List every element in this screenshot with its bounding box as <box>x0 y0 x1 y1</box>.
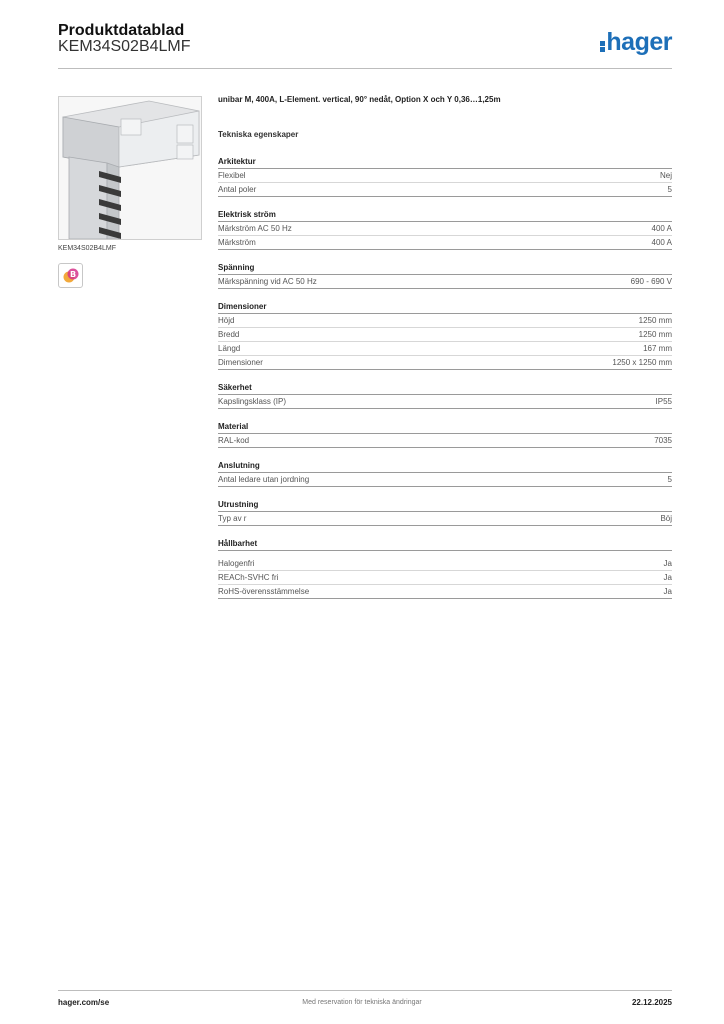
product-details <box>218 95 672 611</box>
spec-value: Ja <box>663 573 672 582</box>
image-caption: KEM34S02B4LMF <box>58 245 116 252</box>
section-title: Hållbarhet <box>218 538 672 551</box>
spec-section <box>218 156 672 197</box>
footer-divider <box>58 990 672 991</box>
spec-row <box>218 236 672 250</box>
spec-row <box>218 169 672 183</box>
spec-section <box>218 538 672 599</box>
spec-label: RoHS-överensstämmelse <box>218 587 310 596</box>
spec-row <box>218 314 672 328</box>
spec-label: Antal ledare utan jordning <box>218 475 310 484</box>
spec-section <box>218 382 672 409</box>
spec-label: Märkström <box>218 238 256 247</box>
spec-value: 5 <box>667 185 672 194</box>
spec-section <box>218 209 672 250</box>
product-image <box>58 96 202 240</box>
section-title: Material <box>218 421 672 434</box>
section-title: Säkerhet <box>218 382 672 395</box>
footer-date: 22.12.2025 <box>631 998 672 1007</box>
spec-label: Märkström AC 50 Hz <box>218 224 292 233</box>
spec-row <box>218 395 672 409</box>
spec-sections <box>218 156 672 599</box>
spec-section <box>218 460 672 487</box>
product-code: KEM34S02B4LMF <box>58 38 191 55</box>
spec-row <box>218 512 672 526</box>
footer-website[interactable]: hager.com/se <box>58 998 110 1007</box>
section-title: Anslutning <box>218 460 672 473</box>
spec-row <box>218 434 672 448</box>
spec-section <box>218 421 672 448</box>
spec-value: Böj <box>660 514 672 523</box>
spec-value: 167 mm <box>643 344 672 353</box>
spec-label: Antal poler <box>218 185 257 194</box>
section-title: Arkitektur <box>218 156 672 169</box>
spec-label: Längd <box>218 344 241 353</box>
product-description: unibar M, 400A, L-Element. vertical, 90° nedåt, Option X och Y 0,36…1,25m <box>218 95 501 104</box>
spec-row <box>218 183 672 197</box>
spec-section <box>218 301 672 370</box>
eco-label-badge <box>58 263 83 288</box>
spec-label: Bredd <box>218 330 240 339</box>
busbar-element-illustration <box>59 97 201 239</box>
spec-value: Nej <box>659 171 672 180</box>
eco-label-icon <box>59 264 82 287</box>
section-title: Utrustning <box>218 499 672 512</box>
spec-row <box>218 356 672 370</box>
spec-row <box>218 571 672 585</box>
spec-row <box>218 328 672 342</box>
hager-logo[interactable] <box>600 28 672 57</box>
spec-value: 690 - 690 V <box>630 277 672 286</box>
spec-row <box>218 222 672 236</box>
spec-value: 400 A <box>651 238 672 247</box>
footer-disclaimer: Med reservation för tekniska ändringar <box>302 999 422 1006</box>
spec-value: 5 <box>667 475 672 484</box>
spec-label: Typ av r <box>218 514 247 523</box>
spec-label: REACh-SVHC fri <box>218 573 279 582</box>
section-title: Spänning <box>218 262 672 275</box>
spec-value: 7035 <box>654 436 672 445</box>
spec-label: RAL-kod <box>218 436 250 445</box>
spec-value: Ja <box>663 559 672 568</box>
spec-value: 1250 x 1250 mm <box>612 358 672 367</box>
section-title: Elektrisk ström <box>218 209 672 222</box>
spec-row <box>218 557 672 571</box>
spec-label: Halogenfri <box>218 559 255 568</box>
spec-label: Kapslingsklass (IP) <box>218 397 287 406</box>
spec-value: 400 A <box>651 224 672 233</box>
spec-row <box>218 585 672 599</box>
page-title: Produktdatablad <box>58 22 185 39</box>
section-title: Dimensioner <box>218 301 672 314</box>
spec-section <box>218 499 672 526</box>
spec-value: IP55 <box>655 397 672 406</box>
technical-properties-heading: Tekniska egenskaper <box>218 130 299 139</box>
spec-label: Höjd <box>218 316 235 325</box>
spec-label: Dimensioner <box>218 358 263 367</box>
spec-row <box>218 275 672 289</box>
header-divider <box>58 68 672 69</box>
spec-value: 1250 mm <box>638 316 672 325</box>
spec-row <box>218 473 672 487</box>
spec-label: Märkspänning vid AC 50 Hz <box>218 277 317 286</box>
spec-section <box>218 262 672 289</box>
spec-row <box>218 342 672 356</box>
spec-value: 1250 mm <box>638 330 672 339</box>
spec-label: Flexibel <box>218 171 246 180</box>
spec-value: Ja <box>663 587 672 596</box>
svg-text:B: B <box>69 270 77 279</box>
logo-text: hager <box>606 28 672 56</box>
